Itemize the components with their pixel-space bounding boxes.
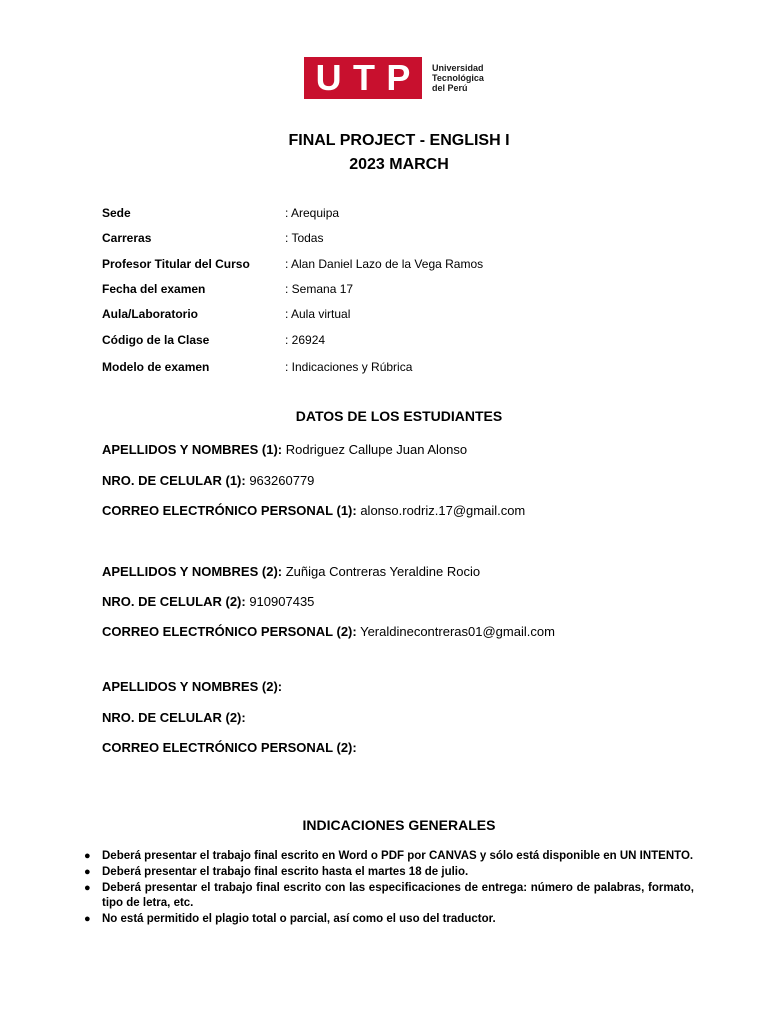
field-value: Yeraldinecontreras01@gmail.com (356, 624, 555, 639)
list-item-text: Deberá presentar el trabajo final escrito hasta el martes 18 de julio. (102, 866, 469, 878)
utp-logo (304, 57, 484, 99)
student-3-phone-row (102, 710, 246, 725)
list-item (82, 865, 694, 880)
logo-line-2: Tecnológica (432, 73, 484, 83)
info-label: Carreras (102, 231, 152, 245)
info-value: : Indicaciones y Rúbrica (285, 360, 413, 374)
students-section-title: DATOS DE LOS ESTUDIANTES (295, 408, 503, 424)
student-1-phone-row (102, 473, 314, 488)
document-title-line-2: 2023 MARCH (349, 156, 449, 173)
logo-line-1: Universidad (432, 63, 484, 73)
info-label: Modelo de examen (102, 360, 210, 374)
info-label: Profesor Titular del Curso (102, 257, 250, 271)
student-1-name-row (102, 442, 467, 457)
field-label: APELLIDOS Y NOMBRES (2): (102, 679, 283, 694)
field-label: CORREO ELECTRÓNICO PERSONAL (2): (102, 624, 357, 639)
info-value: : Aula virtual (285, 307, 351, 321)
list-item-text: Deberá presentar el trabajo final escrito con las especificaciones de entrega: número de palabras, formato, tipo de letra, etc. (102, 882, 694, 909)
logo-letter-p: P (386, 57, 411, 98)
field-label: NRO. DE CELULAR (1): (102, 473, 246, 488)
bullet-icon: ● (84, 866, 91, 878)
field-label: NRO. DE CELULAR (2): (102, 710, 246, 725)
bullet-icon: ● (84, 882, 91, 894)
student-2-name-row (102, 564, 480, 579)
logo-mark (304, 57, 422, 99)
bullet-icon: ● (84, 850, 91, 862)
info-label: Aula/Laboratorio (102, 307, 199, 321)
instructions-list (82, 849, 694, 928)
logo-wordmark (432, 63, 484, 93)
bullet-icon: ● (84, 913, 91, 925)
student-3-email-row (102, 740, 357, 755)
student-2-email-row (102, 624, 555, 639)
logo-letter-t: T (352, 57, 375, 98)
student-2-phone-row (102, 594, 314, 609)
logo-letter-u: U (315, 57, 342, 98)
list-item (82, 849, 694, 864)
list-item (82, 881, 694, 911)
document-title-line-1: FINAL PROJECT - ENGLISH I (288, 132, 510, 149)
field-value: Zuñiga Contreras Yeraldine Rocio (282, 564, 481, 579)
list-item-text: Deberá presentar el trabajo final escrito en Word o PDF por CANVAS y sólo está disponible en UN INTENTO. (102, 850, 694, 862)
info-value: : 26924 (285, 333, 326, 347)
field-value: alonso.rodriz.17@gmail.com (356, 503, 526, 518)
field-label: CORREO ELECTRÓNICO PERSONAL (2): (102, 740, 357, 755)
general-instructions-title: INDICACIONES GENERALES (302, 817, 496, 833)
info-label: Código de la Clase (102, 333, 210, 347)
field-label: APELLIDOS Y NOMBRES (2): (102, 564, 283, 579)
field-label: APELLIDOS Y NOMBRES (1): (102, 442, 283, 457)
list-item (82, 912, 694, 927)
info-value: : Semana 17 (285, 282, 354, 296)
logo-line-3: del Perú (432, 83, 468, 93)
student-3-name-row (102, 679, 282, 694)
student-1-email-row (102, 503, 525, 518)
field-label: CORREO ELECTRÓNICO PERSONAL (1): (102, 503, 357, 518)
list-item-text: No está permitido el plagio total o parcial, así como el uso del traductor. (102, 913, 496, 925)
info-value: : Todas (285, 231, 324, 245)
field-value: 963260779 (245, 473, 315, 488)
info-value: : Alan Daniel Lazo de la Vega Ramos (285, 257, 484, 271)
field-value: Rodriguez Callupe Juan Alonso (282, 442, 468, 457)
info-value: : Arequipa (285, 206, 340, 220)
field-value: 910907435 (245, 594, 315, 609)
field-label: NRO. DE CELULAR (2): (102, 594, 246, 609)
info-label: Fecha del examen (102, 282, 206, 296)
info-label: Sede (102, 206, 131, 220)
